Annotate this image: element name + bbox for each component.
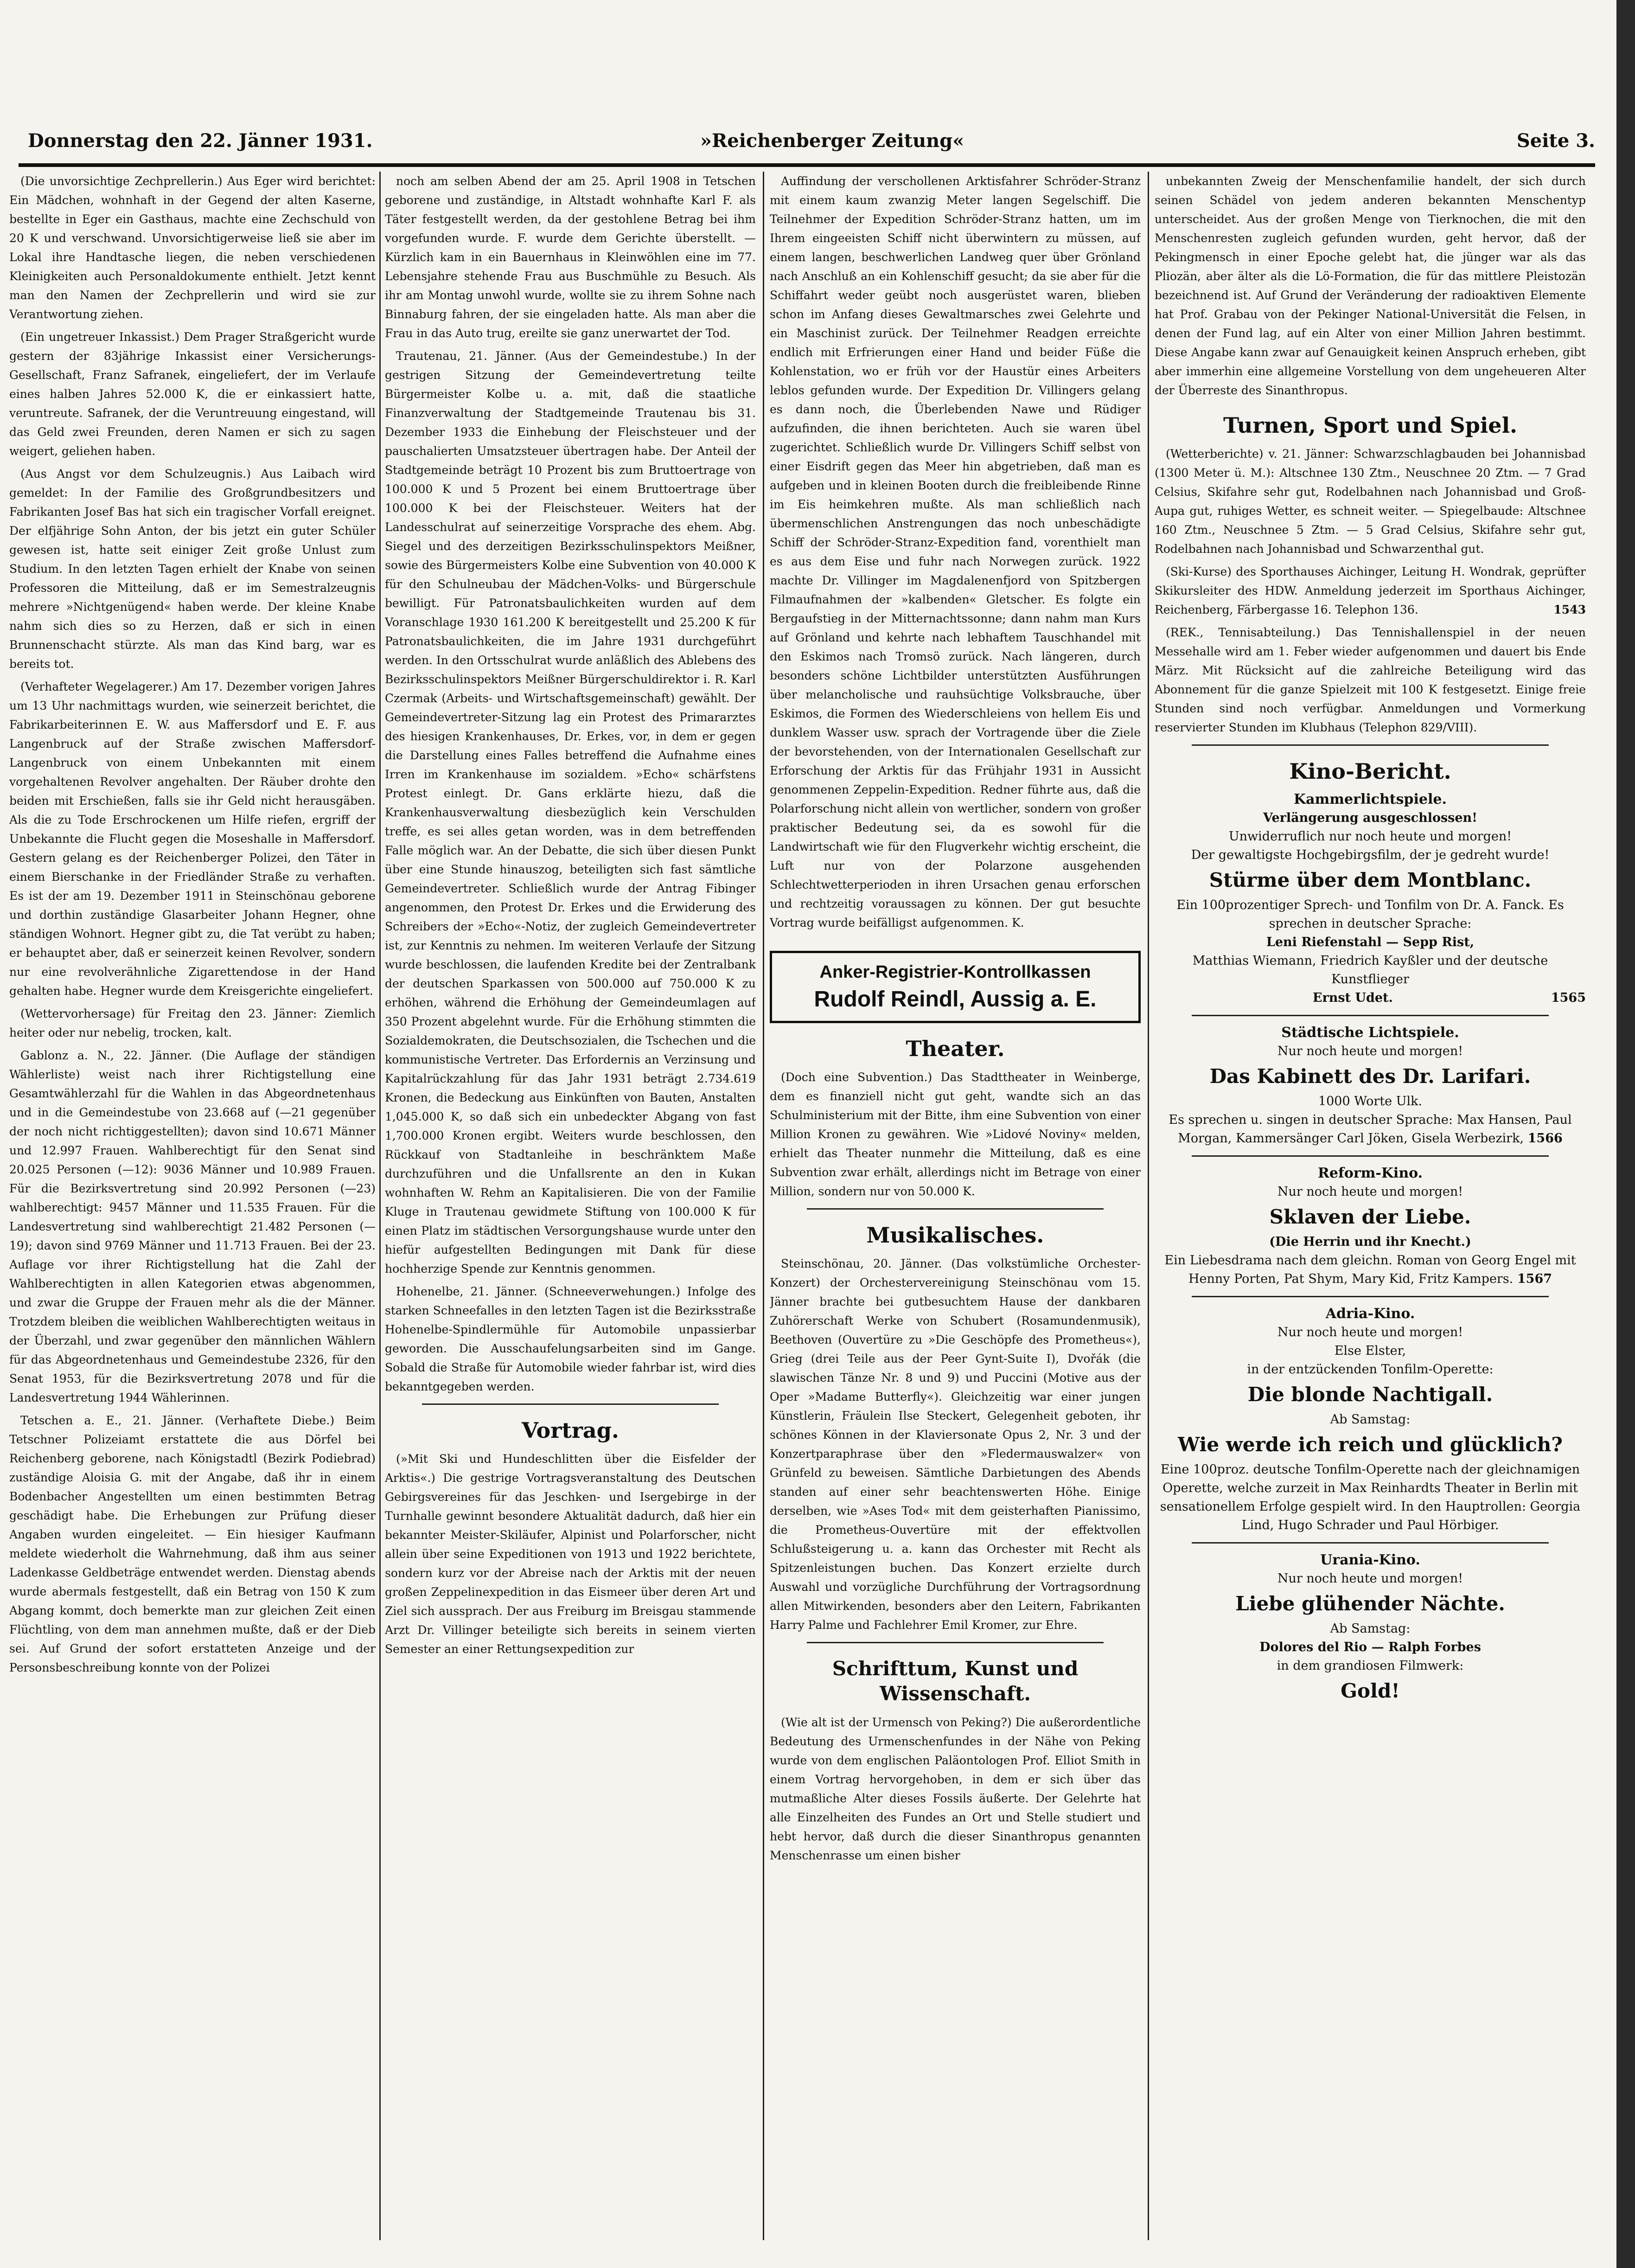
film-title: Stürme über dem Montblanc. <box>1209 869 1532 891</box>
article-paragraph: Tetschen a. E., 21. Jänner. (Verhaftete Diebe.) Beim Tetschner Polizeiamt erstattete die aus Dörfel bei Reichenberg geborene, nach Königstadtl (Bezirk Podiebrad) zuständige Aloisia G. mit der Angabe, daß ihr in einem Bodenbacher Angestellten um einen bestimmten Betrag geschädigt habe. Die Erhebungen zur Prüfung dieser Angaben wurden eingeleitet. — Ein hiesiger Kaufmann meldete wiederholt die Wahrnehmung, daß ihm aus seiner Ladenkasse Geldbeträge entwendet werden. Dienstag abends wurde abermals festgestellt, daß ein Betrag von 150 K zum Abgang kommt, doch bemerkte man zur gleichen Zeit einen Flüchtling, von dem man annehmen mußte, daß er der Dieb sei. Auf Grund der sofort erstatteten Anzeige und der Personsbeschreibung konnte von der Polizei <box>9 1414 376 1674</box>
scan-edge <box>1616 0 1635 2268</box>
article-paragraph: (Wettervorhersage) für Freitag den 23. Jänner: Ziemlich heiter oder nur nebelig, trocken, kalt. <box>9 1007 376 1039</box>
ad-number: 1543 <box>1553 603 1586 616</box>
section-divider <box>422 1403 719 1405</box>
cinema-line: in der entzückenden Tonfilm-Operette: <box>1247 1362 1494 1377</box>
advertisement-box <box>770 951 1141 1023</box>
column-4 <box>1155 172 1586 2240</box>
cinema-line: 1000 Worte Ulk. <box>1318 1094 1423 1108</box>
cinema-line: Else Elster, <box>1334 1344 1406 1358</box>
article-paragraph: (Wetterberichte) v. 21. Jänner: Schwarzschlagbauden bei Johannisbad (1300 Meter ü. M.): Altschnee 130 Ztm., Neuschnee 20 Ztm. — 7 Grad Celsius, Skifahre sehr gut, Rodelbahnen nach Johannisbad und Groß-Aupa gut, ruhiges Wetter, es schneit weiter. — Spiegelbaude: Altschnee 160 Ztm., Neuschnee 5 Ztm. — 5 Grad Celsius, Skifahre sehr gut, Rodelbahnen nach Johannisbad und Schwarzenthal gut. <box>1155 447 1586 556</box>
cinema-line: Der gewaltigste Hochgebirgsfilm, der je gedreht wurde! <box>1191 848 1550 862</box>
header-page-number: Seite 3. <box>1516 130 1595 152</box>
cinema-cast: Es sprechen u. singen in deutscher Sprache: Max Hansen, Paul Morgan, Kammersänger Carl Jöken, Gisela Werbezirk, <box>1169 1113 1572 1146</box>
section-title-theater: Theater. <box>906 1036 1005 1061</box>
cinema-line: Eine 100proz. deutsche Tonfilm-Operette nach der gleichnamigen Operette, welche zurzeit in Max Reinhardts Theater in Berlin mit sensationellem Erfolge gespielt wird. In den Hauptrollen: Georgia Lind, Hugo Schrader und Paul Hörbiger. <box>1160 1462 1581 1532</box>
section-divider <box>1192 1155 1549 1157</box>
section-divider <box>807 1208 1104 1210</box>
section-divider <box>1192 1015 1549 1016</box>
page-header <box>28 125 1595 162</box>
article-paragraph: unbekannten Zweig der Menschenfamilie handelt, der sich durch seinen Schädel von jedem anderen bekannten Menschentyp unterscheidet. Aus der großen Menge von Tierknochen, die mit den Menschenresten zugleich gefunden wurden, geht hervor, daß der Pekingmensch in einer Epoche gelebt hat, die jünger war als das Pliozän, aber älter als die Lö-Formation, die für das mittlere Pleistozän bezeichnend ist. Auf Grund der Veränderung der radioaktiven Elemente hat Prof. Grabau von der Pekinger National-Universität die Felsen, in denen der Fund lag, auf ein Alter von einer Million Jahren bestimmt. Diese Angabe kann zwar auf Genauigkeit keinen Anspruch erheben, gibt aber immerhin eine allgemeine Vorstellung von dem ungeheueren Alter der Überreste des Sinanthropus. <box>1155 174 1586 397</box>
cinema-name: Kammerlichtspiele. <box>1294 791 1447 807</box>
film-title: Wie werde ich reich und glücklich? <box>1178 1433 1563 1456</box>
section-divider <box>1192 744 1549 746</box>
ad-number: 1566 <box>1527 1131 1563 1146</box>
cinema-line: Ein 100prozentiger Sprech- und Tonfilm von Dr. A. Fanck. Es sprechen in deutscher Sprache: <box>1176 898 1564 931</box>
article-paragraph: (Wie alt ist der Urmensch von Peking?) Die außerordentliche Bedeutung des Urmenschenfundes in der Nähe von Peking wurde von dem englischen Paläontologen Prof. Elliot Smith in einem Vortrag hervorgehoben, in dem er sich über das mutmaßliche Alter dieses Fossils äußerte. Der Gelehrte hat alle Einzelheiten des Fundes an Ort und Stelle studiert und hebt hervor, daß durch die dieser Sinanthropus genannten Menschenrasse um einen bisher <box>770 1716 1141 1862</box>
cinema-line: Matthias Wiemann, Friedrich Kayßler und der deutsche Kunstflieger <box>1192 954 1548 987</box>
article-paragraph: noch am selben Abend der am 25. April 1908 in Tetschen geborene und zuständige, in Altstadt wohnhafte Karl F. als Täter festgestellt werden, da der gestohlene Betrag bei ihm vorgefunden wurde. F. wurde dem Gerichte überstellt. — Kürzlich kam in ein Bauernhaus in Kleinwöhlen eine im 77. Lebensjahre stehende Frau aus Buschmühle zu Besuch. Als ihr am Montag unwohl wurde, wollte sie zu ihrem Sohne nach Binnaburg fahren, der sie eingeladen hatte. Als man aber die Frau in das Auto trug, ereilte sie ganz unerwartet der Tod. <box>385 174 756 340</box>
section-divider <box>807 1642 1104 1643</box>
cinema-line: Leni Riefenstahl — Sepp Rist, <box>1266 935 1475 949</box>
section-title-science: Schrifttum, Kunst und Wissenschaft. <box>832 1657 1079 1705</box>
cinema-line: Nur noch heute und morgen! <box>1277 1571 1463 1586</box>
cinema-name: Reform-Kino. <box>1317 1165 1423 1181</box>
cinema-name: Adria-Kino. <box>1325 1306 1415 1322</box>
cinema-line: Nur noch heute und morgen! <box>1277 1044 1463 1058</box>
cinema-line: Dolores del Rio — Ralph Forbes <box>1259 1640 1481 1654</box>
film-title: Das Kabinett des Dr. Larifari. <box>1209 1065 1531 1088</box>
cinema-name: Urania-Kino. <box>1320 1552 1420 1568</box>
section-title-music: Musikalisches. <box>866 1223 1044 1248</box>
cinema-line: Unwiderruflich nur noch heute und morgen! <box>1228 829 1512 844</box>
column-divider <box>379 172 381 2240</box>
section-title-vortrag: Vortrag. <box>522 1418 619 1443</box>
ad-number: 1567 <box>1517 1272 1552 1286</box>
ad-number: 1565 <box>1551 991 1586 1005</box>
cinema-line <box>1155 1251 1586 1288</box>
section-divider <box>1192 1542 1549 1544</box>
film-title: Gold! <box>1341 1679 1400 1702</box>
film-title: Die blonde Nachtigall. <box>1247 1383 1493 1406</box>
film-title: Liebe glühender Nächte. <box>1235 1592 1505 1615</box>
ad-line-2: Rudolf Reindl, Aussig a. E. <box>814 987 1097 1012</box>
cinema-name: Städtische Lichtspiele. <box>1281 1025 1459 1041</box>
column-divider <box>763 172 764 2240</box>
section-divider <box>1192 1296 1549 1297</box>
header-rule <box>19 163 1595 167</box>
article-paragraph: (Doch eine Subvention.) Das Stadttheater in Weinberge, dem es finanziell nicht gut geht, wandte sich an das Schulministerium mit der Bitte, ihm eine Subvention von einer Million Kronen zu gewähren. Wie »Lidové Noviny« melden, erhielt das Theater nunmehr die Mitteilung, daß es eine Subvention zwar erhält, allerdings nicht im Betrage von einer Million, sondern nur von 50.000 K. <box>770 1070 1141 1198</box>
cinema-row <box>1155 989 1586 1007</box>
section-title-sport: Turnen, Sport und Spiel. <box>1223 413 1518 438</box>
cinema-line: Ab Samstag: <box>1330 1621 1411 1636</box>
film-title: Sklaven der Liebe. <box>1269 1205 1471 1228</box>
article-paragraph: (Aus Angst vor dem Schulzeugnis.) Aus Laibach wird gemeldet: In der Familie des Großgrundbesitzers und Fabrikanten Josef Bas hat sich ein tragischer Vorfall ereignet. Der elfjährige Sohn Anton, der bis jetzt ein guter Schüler gewesen ist, hatte seit einiger Zeit große Unlust zum Studium. In den letzten Tagen erhielt der Knabe von seinen Professoren die Mitteilung, daß er im Semestralzeugnis mehrere »Nichtgenügend« haben werde. Der kleine Knabe nahm sich dies so zu Herzen, daß er sich in einen Brunnenschacht stürzte. Als man das Kind barg, war es bereits tot. <box>9 467 376 671</box>
cinema-line: Nur noch heute und morgen! <box>1277 1185 1463 1199</box>
article-paragraph: Hohenelbe, 21. Jänner. (Schneeverwehungen.) Infolge des starken Schneefalles in den letzten Tagen ist die Bezirksstraße Hohenelbe-Spindlermühle für Automobile unpassierbar geworden. Die Ausschaufelungsarbeiten sind im Gange. Sobald die Straße für Automobile wieder fahrbar ist, wird dies bekanntgegeben werden. <box>385 1285 756 1393</box>
cinema-cast: Ein Liebesdrama nach dem gleichn. Roman von Georg Engel mit Henny Porten, Pat Shym, Mary Kid, Fritz Kampers. <box>1164 1253 1576 1286</box>
article-paragraph: Trautenau, 21. Jänner. (Aus der Gemeindestube.) In der gestrigen Sitzung der Gemeindevertretung teilte Bürgermeister Kolbe u. a. mit, daß die staatliche Finanzverwaltung der Stadtgemeinde Trautenau bis 31. Dezember 1933 die Einhebung der Fleischsteuer und der pauschalierten Umsatzsteuer übertragen habe. Der Anteil der Stadtgemeinde beträgt 10 Prozent bis zum Bruttoertrage von 100.000 K und 5 Prozent bei einem Bruttoertrage über 100.000 K bei der Fleischsteuer. Weiters hat der Landesschulrat auf seinerzeitige Vorsprache des ehem. Abg. Siegel und des derzeitigen Bezirksschulinspektors Meißner, sowie des Bürgermeisters Kolbe eine Subvention von 40.000 K für den Schulneubau der Mädchen-Volks- und Bürgerschule bewilligt. Für Patronatsbaulichkeiten wurden auf dem Voranschlage 1930 161.200 K bereitgestellt und 25.200 K für Patronatsbaulichkeiten, die im Jahre 1931 durchgeführt werden. In den Ortsschulrat wurde anläßlich des Ablebens des Bezirksschulinspektors Meißner Bürgerschuldirektor i. R. Karl Czermak (Arbeits- und Wirtschaftsgemeinschaft) gewählt. Der Gemeindevertreter-Sitzung lag ein Protest des Primararztes des hiesigen Krankenhauses, Dr. Erkes, vor, in dem er gegen die Darstellung eines Falles betreffend die Aufnahme eines Irren im Krankenhause im sozialdem. »Echo« schärfstens Protest einlegt. Dr. Gans erklärte hiezu, daß die Krankenhausverwaltung diesbezüglich kein Verschulden treffe, es sei alles getan worden, was in dem betreffenden Falle möglich war. An der Debatte, die sich über diesen Punkt über eine Stunde hinauszog, beteiligten sich fast sämtliche Gemeindevertreter. Schließlich wurde der Antrag Fibinger angenommen, den Protest Dr. Erkes und die Erwiderung des Schreibers der »Echo«-Notiz, der zugleich Gemeindevertreter ist, zur Kenntnis zu nehmen. Im weiteren Verlaufe der Sitzung wurde beschlossen, die laufenden Kredite bei der Zentralbank der deutschen Sparkassen von 500.000 auf 750.000 K zu erhöhen, während die Erhöhung der Gemeindeumlagen auf 350 Prozent abgelehnt wurde. Für die Erhöhung stimmten die Sozialdemokraten, die Deutschsozialen, die Tschechen und die kommunistische Vertreter. Das Erfordernis an Verzinsung und Kapitalrückzahlung für das Jahr 1931 beträgt 2.734.619 Kronen, die Bedeckung aus Einkünften von Bauten, Anstalten 1,045.000 K, so daß sich ein unbedeckter Abgang von fast 1,700.000 Kronen ergibt. Weiters wurde beschlossen, den Rückkauf von Stadtanleihe in beschränktem Maße durchzuführen und die Unfallsrente an den in Kukan wohnhaften W. Rehm an Kapitalisieren. Die von der Familie Kluge in Trautenau gewidmete Stiftung von 100.000 K für einen Platz im städtischen Versorgungshause wurde unter den hiefür aufgestellten Bedingungen mit Dank für diese hochherzige Spende zur Kenntnis genommen. <box>385 349 756 1275</box>
column-2 <box>385 172 756 2240</box>
section-title-kino: Kino-Bericht. <box>1289 759 1451 784</box>
article-paragraph: (Verhafteter Wegelagerer.) Am 17. Dezember vorigen Jahres um 13 Uhr nachmittags wurden, wie seinerzeit berichtet, die Fabrikarbeiterinnen E. W. aus Maffersdorf und E. F. aus Langenbruck auf der Straße zwischen Maffersdorf-Langenbruck von einem Unbekannten mit einem vorgehaltenen Revolver angehalten. Der Räuber drohte den beiden mit Erschießen, falls sie ihr Geld nicht herausgäben. Als die zu Tode Erschrockenen um Hilfe riefen, ergriff der Unbekannte die Flucht gegen die Moseshalle in Maffersdorf. Gestern gelang es der Reichenberger Polizei, den Täter in einem Bierschanke in der Friedländer Straße zu verhaften. Es ist der am 19. Dezember 1911 in Steinschönau geborene und dorthin zuständige Glasarbeiter Johann Hegner, ohne ständigen Wohnort. Hegner gibt zu, die Tat verübt zu haben; er behauptet aber, daß er seinerzeit keinen Revolver, sondern nur eine revolverähnliche Zigarettendose in der Hand gehalten habe. Hegner wurde dem Kreisgerichte eingeliefert. <box>9 680 376 998</box>
article-paragraph <box>1155 562 1586 619</box>
article-paragraph: Gablonz a. N., 22. Jänner. (Die Auflage der ständigen Wählerliste) weist nach ihrer Richtigstellung eine Gesamtwählerzahl für die Wahlen in das Abgeordnetenhaus und in die Gemeindestube von 23.668 auf (—21 gegenüber der noch nicht richtiggestellten); davon sind 10.671 Männer und 12.997 Frauen. Wahlberechtigt für den Senat sind 20.025 Personen (—12): 9036 Männer und 10.989 Frauen. Für die Bezirksvertretung sind 20.992 Personen (—23) wahlberechtigt: 9457 Männer und 11.535 Frauen. Für die Landesvertretung sind wahlberechtigt 21.482 Personen (—19); davon sind 9769 Männer und 11.713 Frauen. Bei der 23. Auflage vor ihrer Richtigstellung hat die Zahl der Wahlberechtigten in allen Kategorien etwas abgenommen, und zwar die Gruppe der Frauen mehr als die der Männer. Trotzdem bleiben die weiblichen Wahlberechtigten weitaus in der Überzahl, und zwar gegenüber den männlichen Wählern für das Abgeordnetenhaus und Gemeindestube 2326, für den Senat 1953, für die Bezirksvertretung 2078 und für die Landesvertretung 1944 Wählerinnen. <box>9 1049 376 1404</box>
article-paragraph: (Ein ungetreuer Inkassist.) Dem Prager Straßgericht wurde gestern der 83jährige Inkassist einer Versicherungs-Gesellschaft, Franz Safranek, eingeliefert, der im Verlaufe eines halben Jahres 52.000 K, die er einkassiert hatte, veruntreute. Safranek, der die Veruntreuung eingestand, will das Geld zwei Freunden, deren Namen er sich zu sagen weigert, geliehen haben. <box>9 330 376 458</box>
column-1 <box>9 172 376 2240</box>
header-masthead: »Reichenberger Zeitung« <box>700 130 964 152</box>
column-3 <box>770 172 1141 2240</box>
ad-line-1: Anker-Registrier-Kontrollkassen <box>819 962 1091 982</box>
cinema-line: in dem grandiosen Filmwerk: <box>1277 1659 1464 1673</box>
article-paragraph: (Die unvorsichtige Zechprellerin.) Aus Eger wird berichtet: Ein Mädchen, wohnhaft in der Gegend der alten Kaserne, bestellte in Eger ein Gasthaus, machte eine Zechschuld von 20 K und verschwand. Unvorsichtigerweise ließ sie aber im Lokal ihre Handtasche liegen, die neben verschiedenen Kleinigkeiten auch Personaldokumente enthielt. Jetzt kennt man den Namen der Zechprellerin und wird sie zur Verantwortung ziehen. <box>9 174 376 321</box>
header-date: Donnerstag den 22. Jänner 1931. <box>28 130 373 152</box>
column-divider <box>1148 172 1149 2240</box>
cinema-line: Ab Samstag: <box>1330 1412 1411 1427</box>
cinema-line: (Die Herrin und ihr Knecht.) <box>1269 1235 1471 1249</box>
cinema-line: Nur noch heute und morgen! <box>1277 1325 1463 1339</box>
article-paragraph: Auffindung der verschollenen Arktisfahrer Schröder-Stranz mit einem kaum zwanzig Meter langen Segelschiff. Die Teilnehmer der Expedition Schröder-Stranz hatten, um im Ihrem eingeeisten Schiff nicht überwintern zu müssen, auf einem langen, beschwerlichen Landweg quer über Grönland nach Anschluß an ein Kohlenschiff gesucht; da sie aber für die Schiffahrt weder geübt noch ausgerüstet waren, blieben schon im Anfang dieses Gewaltmarsches zwei Gelehrte und ein Maschinist zurück. Der Teilnehmer Readgen erreichte endlich mit Erfrierungen einer Hand und beider Füße die Kohlenstation, wo er früh vor der Haustür eines Arbeiters leblos gefunden wurde. Der Expedition Dr. Villingers gelang es dann noch, die Überlebenden Nawe und Rüdiger aufzufinden, die ihnen berichteten. Auch sie waren übel zugerichtet. Schließlich wurde Dr. Villingers Schiff selbst von einer Eisdrift gegen das Meer hin abgetrieben, daß man es aufgeben und in kleinen Booten durch die freibleibende Rinne im Eis heimkehren mußte. Als man schließlich nach übermenschlichen Anstrengungen das noch unbeschädigte Schiff der Schröder-Stranz-Expedition fand, vorenthielt man es aus dem Eise und fuhr nach Norwegen zurück. 1922 machte Dr. Villinger im Magdalenenfjord von Spitzbergen Filmaufnahmen der »kalbenden« Gletscher. Es folgte ein Bergaufstieg in der Mitternachtssonne; dann nahm man Kurs auf Grönland und kehrte nach lebhaftem Tauschhandel mit den Eskimos nach Tromsö zurück. Nach längeren, durch besonders schöne Lichtbilder unterstützten Ausführungen über melancholische und rauhsüchtige Volksbrauche, über Eskimos, die Formen des Wiederschleiens von hellem Eis und dunklem Wasser usw. sprach der Vortragende über die Ziele der bevorstehenden, von der Internationalen Gesellschaft zur Erforschung der Arktis für das Frühjahr 1931 in Aussicht genommenen Zeppelin-Expedition. Redner führte aus, daß die Polarforschung nicht allein von wertlicher, sondern von großer praktischer Bedeutung sei, da es sowohl für die Landwirtschaft wie für den Flugverkehr wichtig erscheint, die Luft nur von der Polarzone ausgehenden Schlechtwetterperioden in ihren Ursachen genau erforschen und rechtzeitig voraussagen zu können. Der gut besuchte Vortrag wurde beifälligst aufgenommen. K. <box>770 174 1141 929</box>
article-paragraph: (»Mit Ski und Hundeschlitten über die Eisfelder der Arktis«.) Die gestrige Vortragsveranstaltung des Deutschen Gebirgsvereines für das Jeschken- und Isergebirge in der Turnhalle gewinnt besondere Aktualität dadurch, daß hier ein bekannter Meister-Skiläufer, Alpinist und Polarforscher, nicht allein über seine Expeditionen von 1913 und 1922 berichtete, sondern kurz vor der Abreise nach der Arktis mit der neuen großen Zeppelinexpedition in das Eismeer über deren Art und Ziel sich aussprach. Der aus Freiburg im Breisgau stammende Arzt Dr. Villinger beteiligte sich bereits in seinem vierten Semester an einer Rettungsexpedition zur <box>385 1452 756 1656</box>
sport-ski-text: (Ski-Kurse) des Sporthauses Aichinger, Leitung H. Wondrak, geprüfter Skikursleiter des HDW. Anmeldung jederzeit im Sporthaus Aichinger, Reichenberg, Färbergasse 16. Telephon 136. <box>1155 565 1586 616</box>
cinema-line: Verlängerung ausgeschlossen! <box>1263 811 1478 825</box>
article-paragraph: (REK., Tennisabteilung.) Das Tennishallenspiel in der neuen Messehalle wird am 1. Feber wieder aufgenommen und dauert bis Ende März. Mit Rücksicht auf die zahlreiche Beteiligung wird das Abonnement für die ganze Spielzeit mit 100 K festgesetzt. Einige freie Stunden sind noch verfügbar. Anmeldungen und Vormerkung reservierter Stunden im Klubhaus (Telephon 829/VIII). <box>1155 626 1586 734</box>
cinema-line <box>1155 1111 1586 1148</box>
article-paragraph: Steinschönau, 20. Jänner. (Das volkstümliche Orchester-Konzert) der Orchestervereinigung Steinschönau vom 15. Jänner brachte bei gutbesuchtem Hause der dankbaren Zuhörerschaft Werke von Schubert (Rosamundenmusik), Beethoven (Ouvertüre zu »Die Geschöpfe des Prometheus«), Grieg (drei Teile aus der Peer Gynt-Suite I), Dvořák (die slawischen Tänze Nr. 8 und 9) und Puccini (Motive aus der Oper »Madame Butterfly«). Gleichzeitig war einer jungen Künstlerin, Fräulein Ilse Steckert, Gelegenheit geboten, ihr schönes Können in der Klaviersonate Opus 2, Nr. 3 und der Konzertparaphrase über den »Fledermauswalzer« von Grünfeld zu beweisen. Sämtliche Darbietungen des Abends standen auf einer sehr beachtenswerten Höhe. Einige derselben, wie »Ases Tod« mit dem geisterhaften Pianissimo, die Prometheus-Ouvertüre mit der effektvollen Schlußsteigerung u. a. kann das Orchester mit Recht als Spitzenleistungen buchen. Das Konzert erzielte durch Auswahl und vorzügliche Durchführung der Vortragsordnung allen Mitwirkenden, besonders aber den Leitern, Fabrikanten Harry Palme und Fachlehrer Emil Kromer, zur Ehre. <box>770 1257 1141 1632</box>
cinema-line: Ernst Udet. <box>1312 991 1393 1005</box>
